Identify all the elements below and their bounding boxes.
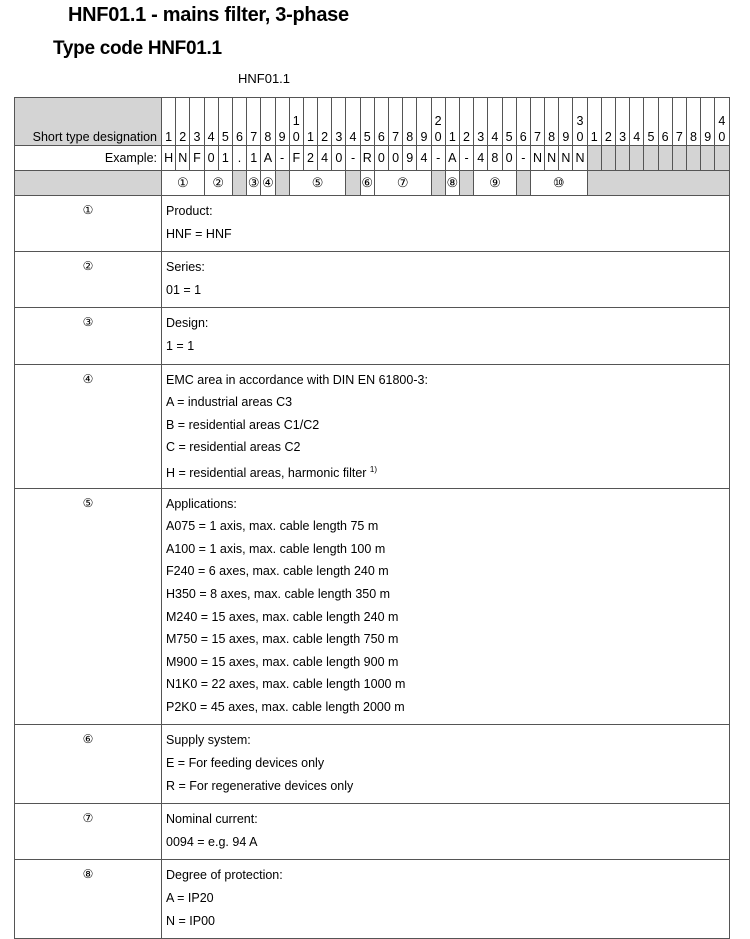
section-option-line — [166, 562, 729, 585]
position-ones-digit: 3 — [619, 130, 627, 144]
example-char-cell: 1 — [247, 146, 261, 171]
position-ones-digit: 9 — [562, 130, 570, 144]
option-text: B = residential areas C1/C2 — [166, 417, 320, 432]
position-tens-digit — [474, 113, 487, 129]
position-tens-digit — [233, 113, 246, 129]
example-char-cell: - — [346, 146, 360, 171]
option-text: M900 = 15 axes, max. cable length 900 m — [166, 654, 399, 669]
position-tens-digit — [247, 113, 260, 129]
section-body — [162, 364, 730, 488]
section-option-line — [166, 777, 729, 800]
section-body — [162, 196, 730, 252]
position-number-cell — [658, 98, 672, 146]
position-ones-digit: 3 — [193, 130, 201, 144]
position-number-cell — [417, 98, 431, 146]
code-section-row — [15, 725, 730, 804]
example-char-cell: 4 — [318, 146, 332, 171]
example-char-cell: 0 — [332, 146, 346, 171]
section-heading: Design: — [166, 316, 209, 331]
position-tens-digit — [389, 113, 402, 129]
position-number-cell — [701, 98, 715, 146]
section-option-line — [166, 393, 729, 416]
section-option-line — [166, 653, 729, 676]
position-tens-digit — [304, 113, 317, 129]
position-ones-digit: 8 — [690, 130, 697, 144]
position-ones-digit: 8 — [264, 130, 272, 144]
section-number: ⑧ — [15, 860, 162, 939]
position-ones-digit: 1 — [590, 130, 598, 144]
position-number-cell — [275, 98, 289, 146]
section-body — [162, 308, 730, 364]
position-ones-digit: 3 — [477, 130, 485, 144]
segment-marker: ① — [162, 171, 205, 196]
example-char-cell: N — [559, 146, 573, 171]
position-number-cell — [630, 98, 644, 146]
position-tens-digit — [644, 113, 657, 129]
position-tens-digit — [588, 113, 601, 129]
position-tens-digit — [602, 113, 615, 129]
position-tens-digit: 1 — [292, 114, 300, 128]
position-ones-digit: 2 — [321, 130, 329, 144]
position-number-cell — [587, 98, 601, 146]
position-tens-digit — [446, 113, 459, 129]
option-text: H = residential areas, harmonic filter — [166, 466, 367, 481]
section-number: ④ — [15, 364, 162, 488]
section-body — [162, 804, 730, 860]
section-body — [162, 725, 730, 804]
option-text: HNF = HNF — [166, 226, 232, 241]
section-heading: Nominal current: — [166, 812, 258, 827]
position-number-cell — [644, 98, 658, 146]
position-number-cell — [232, 98, 246, 146]
example-char-cell: 0 — [204, 146, 218, 171]
position-tens-digit — [318, 113, 331, 129]
position-number-cell — [303, 98, 317, 146]
section-number: ② — [15, 252, 162, 308]
option-text: N1K0 = 22 axes, max. cable length 1000 m — [166, 677, 406, 692]
position-tens-digit — [488, 113, 501, 129]
section-heading: Product: — [166, 204, 213, 218]
position-number-cell — [530, 98, 544, 146]
position-tens-digit — [205, 113, 218, 129]
position-number-cell — [162, 98, 176, 146]
example-char-cell: A — [445, 146, 459, 171]
example-char-cell: 8 — [488, 146, 502, 171]
code-section-row — [15, 860, 730, 939]
option-text: N = IP00 — [166, 913, 215, 928]
position-tens-digit — [219, 113, 232, 129]
section-body — [162, 252, 730, 308]
position-tens-digit — [630, 113, 643, 129]
segment-marker-label-cell — [15, 171, 162, 196]
position-tens-digit: 2 — [434, 114, 442, 128]
segment-separator — [232, 171, 246, 196]
position-ones-digit: 9 — [278, 130, 286, 144]
position-tens-digit — [417, 113, 430, 129]
footnote-marker: 1) — [369, 464, 378, 474]
section-option-line — [166, 585, 729, 608]
position-ones-digit: 6 — [519, 130, 527, 144]
segment-marker: ⑦ — [374, 171, 431, 196]
position-tens-digit — [531, 113, 544, 129]
position-number-cell — [289, 98, 303, 146]
position-ones-digit: 8 — [406, 130, 414, 144]
position-ones-digit: 9 — [420, 130, 428, 144]
position-tens-digit — [616, 113, 629, 129]
position-tens-digit — [346, 113, 359, 129]
type-code-label: HNF01.1 — [238, 71, 291, 86]
position-number-cell — [190, 98, 204, 146]
code-section-row — [15, 308, 730, 364]
example-char-cell — [601, 146, 615, 171]
position-number-cell — [573, 98, 587, 146]
position-ones-digit: 4 — [491, 130, 499, 144]
position-number-cell — [431, 98, 445, 146]
section-body — [162, 860, 730, 939]
section-heading: Applications: — [166, 496, 237, 511]
position-number-cell — [332, 98, 346, 146]
section-option-line — [166, 608, 729, 631]
position-tens-digit — [517, 113, 530, 129]
example-char-cell: N — [545, 146, 559, 171]
section-option-line — [166, 675, 729, 698]
code-section-row — [15, 252, 730, 308]
position-ones-digit: 5 — [505, 130, 513, 144]
position-number-cell — [559, 98, 573, 146]
example-char-cell: 0 — [502, 146, 516, 171]
segment-marker: ⑨ — [474, 171, 517, 196]
row-label-short-type-designation: Short type designation — [15, 98, 162, 146]
section-option-line — [166, 912, 729, 935]
position-tens-digit — [503, 113, 516, 129]
position-tens-digit — [261, 113, 274, 129]
position-tens-digit — [559, 113, 572, 129]
position-tens-digit — [190, 113, 203, 129]
example-char-cell: A — [261, 146, 275, 171]
position-number-cell — [318, 98, 332, 146]
position-tens-digit — [545, 113, 558, 129]
position-tens-digit — [375, 113, 388, 129]
option-text: A075 = 1 axis, max. cable length 75 m — [166, 519, 379, 534]
option-text: C = residential areas C2 — [166, 440, 301, 455]
position-number-cell — [261, 98, 275, 146]
section-number: ③ — [15, 308, 162, 364]
position-ones-digit: 5 — [647, 130, 655, 144]
position-tens-digit — [403, 113, 416, 129]
section-option-line — [166, 281, 729, 304]
position-number-cell — [516, 98, 530, 146]
position-number-cell — [346, 98, 360, 146]
section-number: ⑥ — [15, 725, 162, 804]
position-number-cell — [389, 98, 403, 146]
position-ones-digit: 8 — [548, 130, 556, 144]
position-number-cell — [601, 98, 615, 146]
position-number-cell — [218, 98, 232, 146]
section-number: ⑤ — [15, 488, 162, 725]
example-char-cell — [701, 146, 715, 171]
position-tens-digit: 3 — [576, 114, 584, 128]
example-char-cell: 0 — [389, 146, 403, 171]
position-tens-digit — [673, 113, 686, 129]
section-option-line — [166, 517, 729, 540]
option-text: R = For regenerative devices only — [166, 778, 354, 793]
example-char-cell: 9 — [403, 146, 417, 171]
position-number-cell — [445, 98, 459, 146]
section-subtitle: Type code HNF01.1 — [53, 38, 222, 59]
position-ones-digit: 5 — [221, 130, 229, 144]
example-char-cell: - — [275, 146, 289, 171]
code-section-row — [15, 364, 730, 488]
option-text: 01 = 1 — [166, 282, 202, 297]
example-row — [15, 146, 730, 171]
row-label-example: Example: — [15, 146, 162, 171]
section-option-line — [166, 833, 729, 856]
position-tens-digit — [659, 113, 672, 129]
segment-marker: ⑧ — [445, 171, 459, 196]
example-char-cell: - — [516, 146, 530, 171]
position-number-cell — [204, 98, 218, 146]
position-tens-digit — [276, 113, 289, 129]
position-ones-digit: 4 — [633, 130, 641, 144]
position-ones-digit: 0 — [292, 130, 300, 144]
position-number-cell — [686, 98, 700, 146]
section-option-line — [166, 754, 729, 777]
section-option-line — [166, 698, 729, 721]
section-heading: EMC area in accordance with DIN EN 61800-3: — [166, 372, 428, 387]
position-ones-digit: 4 — [349, 130, 357, 144]
example-char-cell: . — [232, 146, 246, 171]
example-char-cell: 2 — [303, 146, 317, 171]
example-char-cell — [616, 146, 630, 171]
example-char-cell: N — [530, 146, 544, 171]
segment-marker: ⑥ — [360, 171, 374, 196]
position-ones-digit: 2 — [179, 130, 187, 144]
example-char-cell: R — [360, 146, 374, 171]
segment-marker: ⑤ — [289, 171, 346, 196]
position-ones-digit: 9 — [704, 130, 712, 144]
position-ones-digit: 1 — [448, 130, 456, 144]
position-ones-digit: 5 — [363, 130, 371, 144]
position-number-cell — [360, 98, 374, 146]
code-section-row — [15, 196, 730, 252]
option-text: A = IP20 — [166, 891, 214, 906]
position-tens-digit — [176, 113, 189, 129]
code-section-row — [15, 488, 730, 725]
section-option-line — [166, 438, 729, 461]
position-ones-digit: 7 — [392, 130, 400, 144]
section-option-line — [166, 461, 729, 484]
option-text: M750 = 15 axes, max. cable length 750 m — [166, 632, 399, 647]
position-ones-digit: 4 — [207, 130, 215, 144]
section-number: ① — [15, 196, 162, 252]
position-ones-digit: 6 — [236, 130, 243, 144]
example-char-cell: - — [431, 146, 445, 171]
position-number-cell — [403, 98, 417, 146]
option-text: H350 = 8 axes, max. cable length 350 m — [166, 586, 391, 601]
position-ones-digit: 7 — [250, 130, 258, 144]
position-ones-digit: 2 — [463, 130, 470, 144]
position-tens-digit — [687, 113, 700, 129]
example-char-cell: 4 — [417, 146, 431, 171]
position-ones-digit: 1 — [165, 130, 173, 144]
position-number-cell — [474, 98, 488, 146]
segment-separator — [346, 171, 360, 196]
segment-marker: ④ — [261, 171, 275, 196]
example-char-cell: 1 — [218, 146, 232, 171]
example-char-cell: - — [459, 146, 473, 171]
option-text: A100 = 1 axis, max. cable length 100 m — [166, 541, 386, 556]
position-number-cell — [616, 98, 630, 146]
example-char-cell: H — [162, 146, 176, 171]
position-ones-digit: 3 — [335, 130, 343, 144]
example-char-cell — [658, 146, 672, 171]
segment-marker-row — [15, 171, 730, 196]
section-option-line — [166, 630, 729, 653]
position-ones-digit: 7 — [533, 130, 541, 144]
position-number-cell — [247, 98, 261, 146]
section-option-line — [166, 225, 729, 248]
section-option-line — [166, 540, 729, 563]
position-tens-digit — [162, 113, 175, 129]
position-ones-digit: 7 — [675, 130, 683, 144]
example-char-cell: F — [190, 146, 204, 171]
position-ones-digit: 0 — [434, 130, 442, 144]
position-tens-digit — [701, 113, 714, 129]
option-text: F240 = 6 axes, max. cable length 240 m — [166, 564, 389, 579]
position-number-cell — [459, 98, 473, 146]
position-number-cell — [545, 98, 559, 146]
position-ones-digit: 6 — [377, 130, 385, 144]
position-ones-digit: 2 — [604, 130, 612, 144]
section-heading: Series: — [166, 260, 205, 275]
document-title: HNF01.1 - mains filter, 3-phase — [68, 4, 349, 26]
example-char-cell: 4 — [474, 146, 488, 171]
position-tens-digit — [460, 113, 473, 129]
example-char-cell: 0 — [374, 146, 388, 171]
segment-marker: ③ — [247, 171, 261, 196]
example-char-cell: N — [176, 146, 190, 171]
code-section-row — [15, 804, 730, 860]
option-text: M240 = 15 axes, max. cable length 240 m — [166, 609, 399, 624]
segment-separator — [587, 171, 729, 196]
position-ones-digit: 0 — [718, 130, 726, 144]
position-number-row — [15, 98, 730, 146]
section-heading: Degree of protection: — [166, 868, 283, 883]
position-ones-digit: 6 — [661, 130, 669, 144]
example-char-cell — [587, 146, 601, 171]
position-tens-digit — [361, 113, 374, 129]
section-heading: Supply system: — [166, 733, 251, 748]
segment-marker: ⑩ — [530, 171, 587, 196]
segment-separator — [275, 171, 289, 196]
segment-separator — [459, 171, 473, 196]
example-char-cell — [672, 146, 686, 171]
position-tens-digit: 4 — [718, 114, 726, 128]
type-code-table — [14, 97, 730, 939]
position-ones-digit: 1 — [306, 130, 314, 144]
position-number-cell — [176, 98, 190, 146]
position-number-cell — [374, 98, 388, 146]
example-char-cell — [630, 146, 644, 171]
example-char-cell — [644, 146, 658, 171]
segment-separator — [431, 171, 445, 196]
section-option-line — [166, 416, 729, 439]
example-char-cell: N — [573, 146, 587, 171]
option-text: 1 = 1 — [166, 338, 195, 353]
option-text: E = For feeding devices only — [166, 756, 325, 771]
section-option-line — [166, 337, 729, 360]
option-text: P2K0 = 45 axes, max. cable length 2000 m — [166, 699, 405, 714]
example-char-cell: F — [289, 146, 303, 171]
option-text: 0094 = e.g. 94 A — [166, 834, 258, 849]
position-number-cell — [488, 98, 502, 146]
example-char-cell — [715, 146, 729, 171]
position-number-cell — [715, 98, 729, 146]
segment-marker: ② — [204, 171, 232, 196]
position-number-cell — [672, 98, 686, 146]
position-tens-digit — [332, 113, 345, 129]
position-number-cell — [502, 98, 516, 146]
example-char-cell — [686, 146, 700, 171]
section-option-line — [166, 889, 729, 912]
section-body — [162, 488, 730, 725]
segment-separator — [516, 171, 530, 196]
section-number: ⑦ — [15, 804, 162, 860]
position-ones-digit: 0 — [576, 130, 584, 144]
option-text: A = industrial areas C3 — [166, 395, 293, 410]
